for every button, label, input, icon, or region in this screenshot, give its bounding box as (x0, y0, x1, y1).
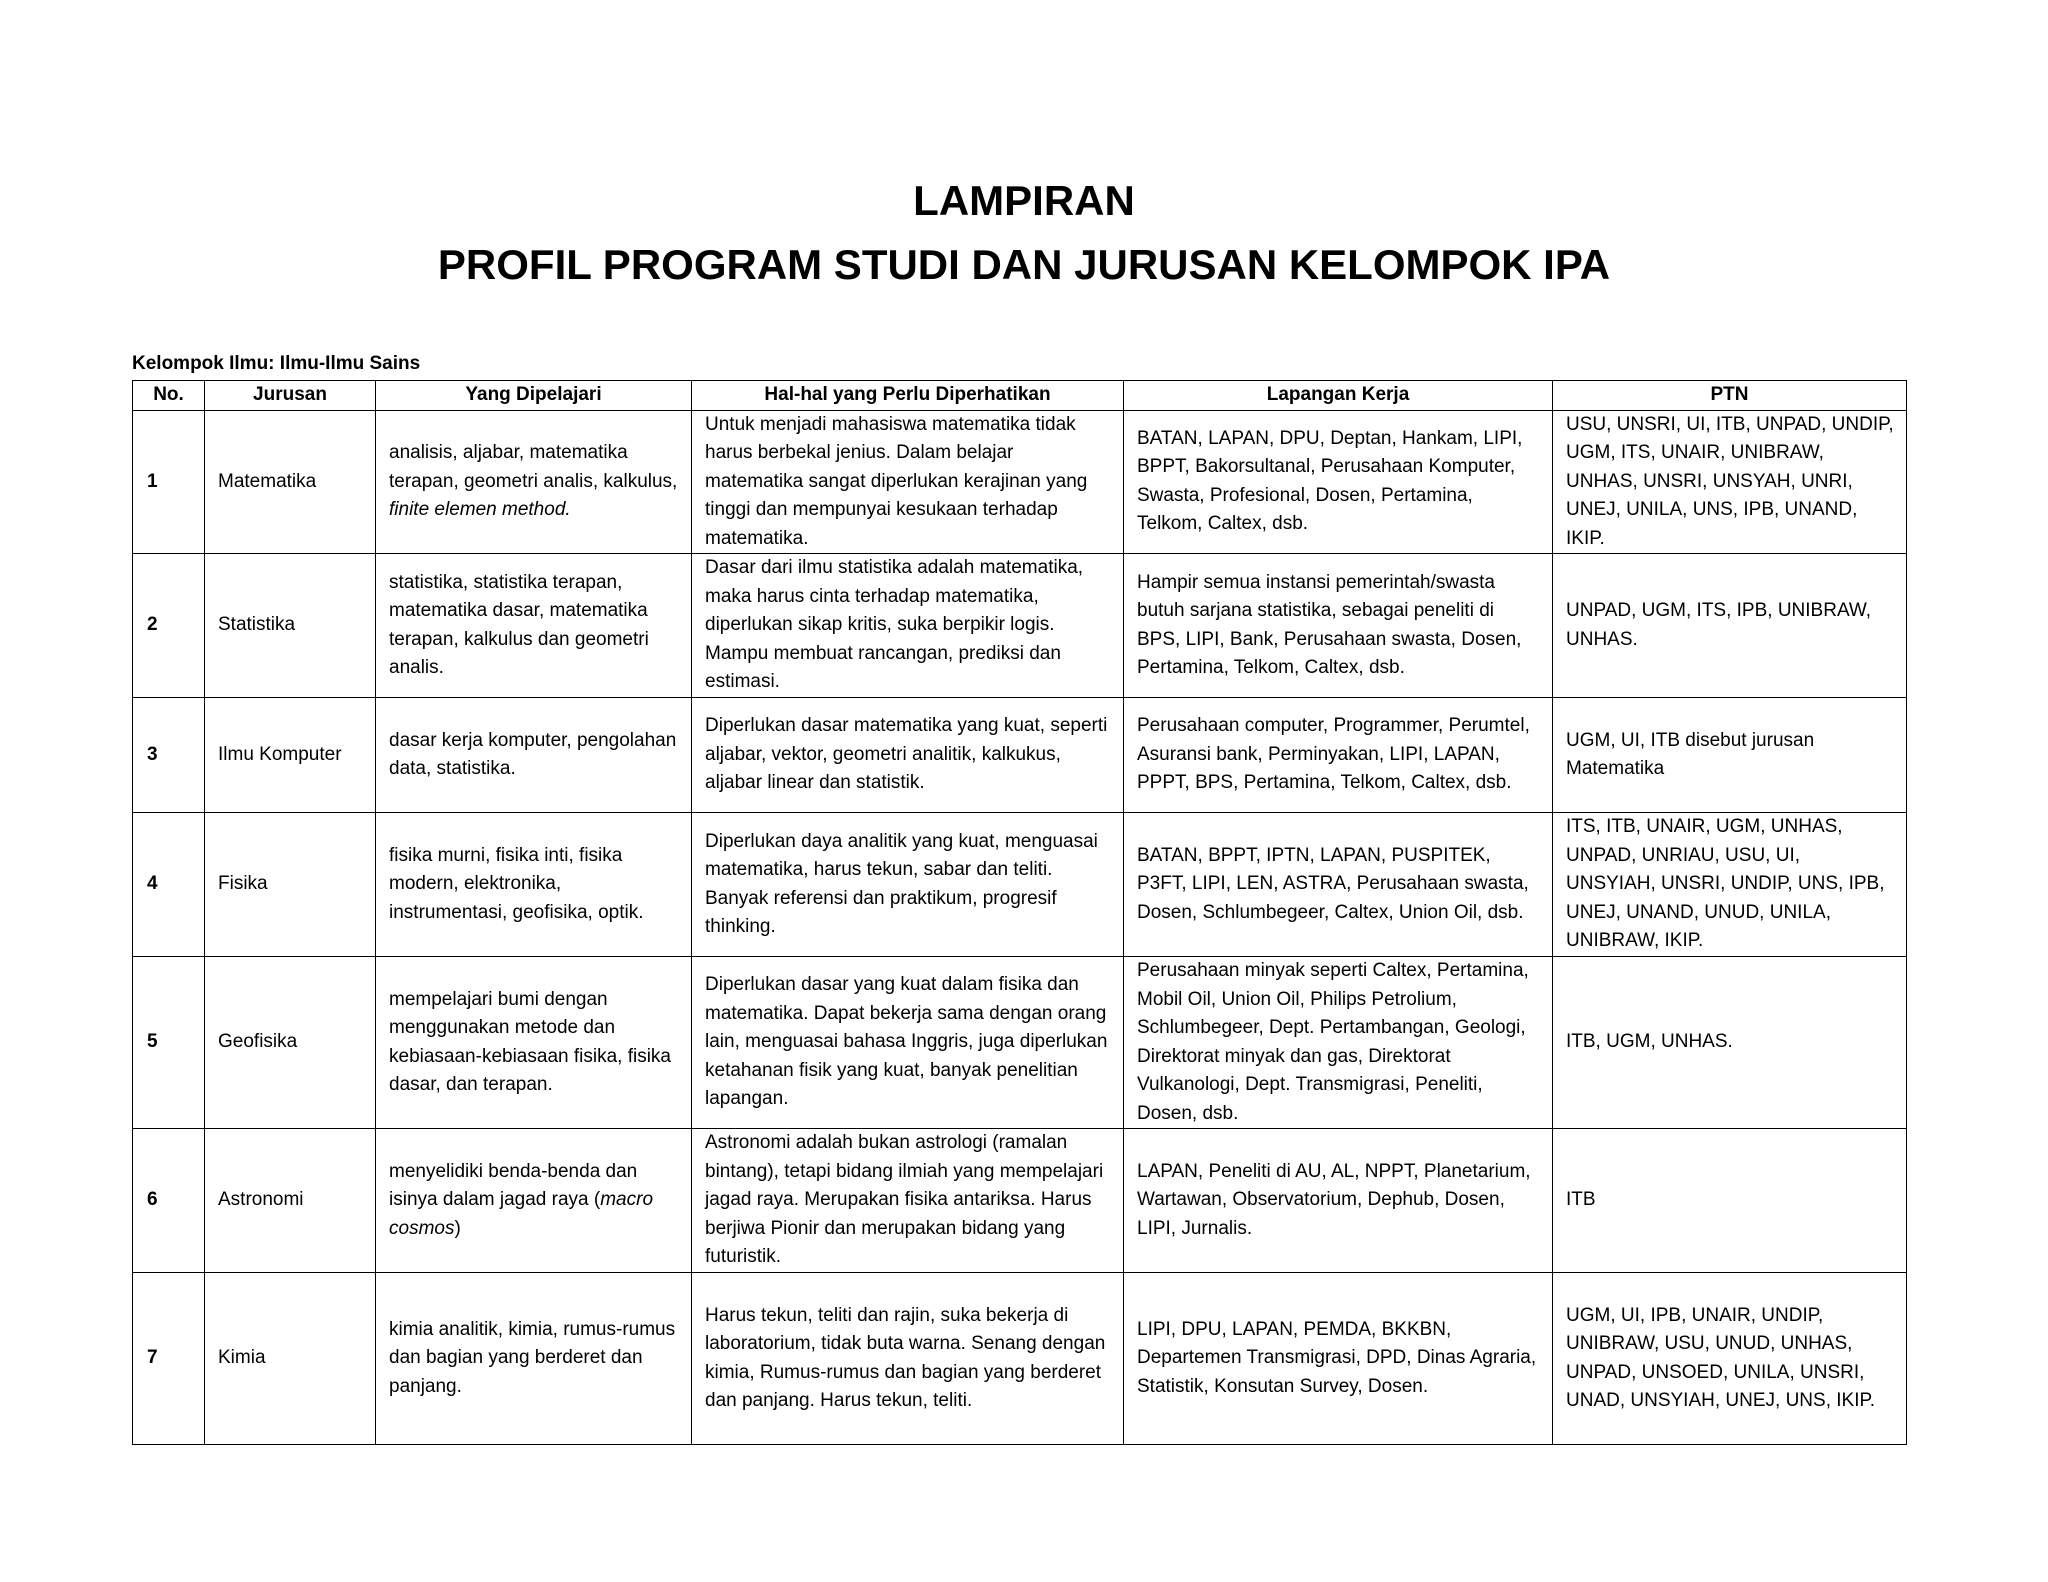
jurusan-cell: Statistika (205, 554, 376, 698)
ptn-cell: UGM, UI, ITB disebut jurusan Matematika (1553, 698, 1907, 813)
table-row (133, 957, 1907, 1129)
row-number: 1 (133, 410, 205, 554)
perhatian-cell: Diperlukan dasar matematika yang kuat, seperti aljabar, vektor, geometri analitik, kalkukus, aljabar linear dan statistik. (692, 698, 1124, 813)
group-label: Kelompok Ilmu: Ilmu-Ilmu Sains (132, 353, 421, 374)
row-number: 5 (133, 957, 205, 1129)
table-header-row (133, 381, 1907, 411)
column-header-dipelajari: Yang Dipelajari (376, 381, 692, 411)
dipelajari-italic-text: macro cosmos (389, 1189, 654, 1239)
lapangan-cell: LIPI, DPU, LAPAN, PEMDA, BKKBN, Departemen Transmigrasi, DPD, Dinas Agraria, Statistik, Konsutan Survey, Dosen. (1124, 1273, 1553, 1445)
table-row (133, 554, 1907, 698)
lapangan-cell: Perusahaan minyak seperti Caltex, Pertamina, Mobil Oil, Union Oil, Philips Petrolium, Schlumbegeer, Dept. Pertambangan, Geologi, Direktorat minyak dan gas, Direktorat Vulkanologi, Dept. Transmigrasi, Peneliti, Dosen, dsb. (1124, 957, 1553, 1129)
lapangan-cell: BATAN, LAPAN, DPU, Deptan, Hankam, LIPI, BPPT, Bakorsultanal, Perusahaan Komputer, Swasta, Profesional, Dosen, Pertamina, Telkom, Caltex, dsb. (1124, 410, 1553, 554)
ptn-cell: UNPAD, UGM, ITS, IPB, UNIBRAW, UNHAS. (1553, 554, 1907, 698)
dipelajari-cell: dasar kerja komputer, pengolahan data, statistika. (376, 698, 692, 813)
dipelajari-text: analisis, aljabar, matematika terapan, geometri analis, kalkulus, (389, 442, 678, 492)
ptn-cell: ITS, ITB, UNAIR, UGM, UNHAS, UNPAD, UNRIAU, USU, UI, UNSYIAH, UNSRI, UNDIP, UNS, IPB, UNEJ, UNAND, UNUD, UNILA, UNIBRAW, IKIP. (1553, 813, 1907, 957)
column-header-perhatian: Hal-hal yang Perlu Diperhatikan (692, 381, 1124, 411)
column-header-no: No. (133, 381, 205, 411)
ptn-cell: USU, UNSRI, UI, ITB, UNPAD, UNDIP, UGM, ITS, UNAIR, UNIBRAW, UNHAS, UNSRI, UNSYAH, UNRI, UNEJ, UNILA, UNS, IPB, UNAND, IKIP. (1553, 410, 1907, 554)
dipelajari-cell (376, 410, 692, 554)
jurusan-cell: Geofisika (205, 957, 376, 1129)
jurusan-cell: Kimia (205, 1273, 376, 1445)
jurusan-cell: Ilmu Komputer (205, 698, 376, 813)
lapangan-cell: Perusahaan computer, Programmer, Perumtel, Asuransi bank, Perminyakan, LIPI, LAPAN, PPPT, BPS, Pertamina, Telkom, Caltex, dsb. (1124, 698, 1553, 813)
jurusan-cell: Matematika (205, 410, 376, 554)
row-number: 4 (133, 813, 205, 957)
page-title: LAMPIRAN (913, 177, 1135, 224)
dipelajari-text-end: ) (454, 1217, 461, 1239)
jurusan-cell: Astronomi (205, 1129, 376, 1273)
row-number: 7 (133, 1273, 205, 1445)
ptn-cell: ITB (1553, 1129, 1907, 1273)
jurusan-cell: Fisika (205, 813, 376, 957)
dipelajari-cell: mempelajari bumi dengan menggunakan metode dan kebiasaan-kebiasaan fisika, fisika dasar, dan terapan. (376, 957, 692, 1129)
study-program-table (132, 380, 1907, 1445)
dipelajari-cell: kimia analitik, kimia, rumus-rumus dan bagian yang berderet dan panjang. (376, 1273, 692, 1445)
ptn-cell: ITB, UGM, UNHAS. (1553, 957, 1907, 1129)
perhatian-cell: Untuk menjadi mahasiswa matematika tidak harus berbekal jenius. Dalam belajar matematika sangat diperlukan kerajinan yang tinggi dan mempunyai kesukaan terhadap matematika. (692, 410, 1124, 554)
table-row (133, 813, 1907, 957)
dipelajari-cell (376, 1129, 692, 1273)
table-row (133, 698, 1907, 813)
perhatian-cell: Diperlukan dasar yang kuat dalam fisika dan matematika. Dapat bekerja sama dengan orang lain, menguasai bahasa Inggris, juga diperlukan ketahanan fisik yang kuat, banyak penelitian lapangan. (692, 957, 1124, 1129)
dipelajari-text: menyelidiki benda-benda dan isinya dalam jagad raya ( (389, 1160, 638, 1211)
page-subtitle: PROFIL PROGRAM STUDI DAN JURUSAN KELOMPOK IPA (437, 241, 1611, 288)
dipelajari-cell: fisika murni, fisika inti, fisika modern, elektronika, instrumentasi, geofisika, optik. (376, 813, 692, 957)
column-header-jurusan: Jurusan (205, 381, 376, 411)
ptn-cell: UGM, UI, IPB, UNAIR, UNDIP, UNIBRAW, USU, UNUD, UNHAS, UNPAD, UNSOED, UNILA, UNSRI, UNAD, UNSYIAH, UNEJ, UNS, IKIP. (1553, 1273, 1907, 1445)
perhatian-cell: Astronomi adalah bukan astrologi (ramalan bintang), tetapi bidang ilmiah yang mempelajari jagad raya. Merupakan fisika antariksa. Harus berjiwa Pionir dan merupakan bidang yang futuristik. (692, 1129, 1124, 1273)
row-number: 2 (133, 554, 205, 698)
lapangan-cell: BATAN, BPPT, IPTN, LAPAN, PUSPITEK, P3FT, LIPI, LEN, ASTRA, Perusahaan swasta, Dosen, Schlumbegeer, Caltex, Union Oil, dsb. (1124, 813, 1553, 957)
column-header-lapangan: Lapangan Kerja (1124, 381, 1553, 411)
row-number: 3 (133, 698, 205, 813)
dipelajari-italic-text: finite elemen method. (389, 499, 571, 520)
dipelajari-cell: statistika, statistika terapan, matematika dasar, matematika terapan, kalkulus dan geometri analis. (376, 554, 692, 698)
row-number: 6 (133, 1129, 205, 1273)
perhatian-cell: Dasar dari ilmu statistika adalah matematika, maka harus cinta terhadap matematika, diperlukan sikap kritis, suka berpikir logis. Mampu membuat rancangan, prediksi dan estimasi. (692, 554, 1124, 698)
lapangan-cell: LAPAN, Peneliti di AU, AL, NPPT, Planetarium, Wartawan, Observatorium, Dephub, Dosen, LIPI, Jurnalis. (1124, 1129, 1553, 1273)
table-row (133, 1273, 1907, 1445)
lapangan-cell: Hampir semua instansi pemerintah/swasta butuh sarjana statistika, sebagai peneliti di BPS, LIPI, Bank, Perusahaan swasta, Dosen, Pertamina, Telkom, Caltex, dsb. (1124, 554, 1553, 698)
table-row (133, 410, 1907, 554)
perhatian-cell: Diperlukan daya analitik yang kuat, menguasai matematika, harus tekun, sabar dan teliti. Banyak referensi dan praktikum, progresif thinking. (692, 813, 1124, 957)
table-row (133, 1129, 1907, 1273)
perhatian-cell: Harus tekun, teliti dan rajin, suka bekerja di laboratorium, tidak buta warna. Senang dengan kimia, Rumus-rumus dan bagian yang berderet dan panjang. Harus tekun, teliti. (692, 1273, 1124, 1445)
column-header-ptn: PTN (1553, 381, 1907, 411)
